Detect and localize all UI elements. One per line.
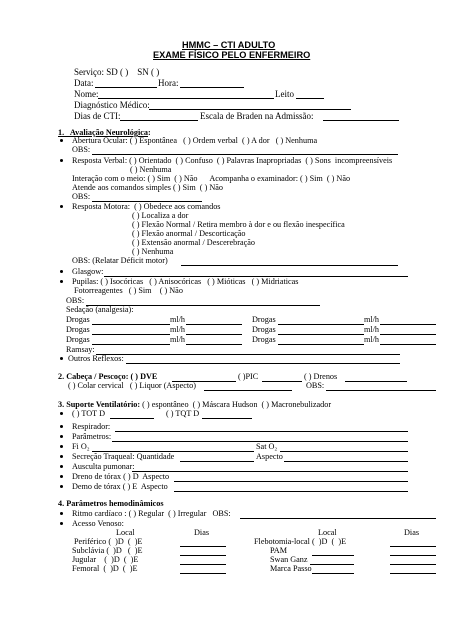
drogas-input-line[interactable] (278, 344, 364, 345)
section1-title-text: 1. Avaliação Neurológica (58, 128, 148, 137)
diagnostico-label: Diagnóstico Médico: (74, 100, 150, 110)
drogas-label: Drogas (66, 315, 90, 324)
drogas-label: Drogas (66, 325, 90, 334)
resposta-verbal[interactable]: Resposta Verbal: ( ) Orientado ( ) Confuso ( ) Palavras Inapropriadas ( ) Sons incompreensíveis (72, 156, 393, 165)
bullet-icon (60, 280, 63, 283)
drogas-input-line[interactable] (92, 324, 170, 325)
drogas-label: Drogas (66, 335, 90, 344)
swan-ganz-input-line[interactable] (310, 564, 354, 565)
secrecao-label: Secreção Traqueal: Quantidade (72, 452, 175, 461)
pupilas-obs-label: OBS: (66, 296, 85, 305)
drogas-input-line[interactable] (92, 334, 170, 335)
motora-option[interactable]: ( ) Flexão Normal / Retira membro à dor e ou flexão inespecífica (132, 220, 345, 229)
page-subtitle: EXAME FÍSICO PELO ENFERMEIRO (153, 50, 311, 60)
tot-option[interactable]: ( ) TOT D (72, 409, 105, 418)
respirador-label: Respirador: (72, 422, 111, 431)
atende-comandos[interactable]: Atende aos comandos simples ( ) Sim ( ) Não (72, 183, 223, 192)
mlh-label: ml/h (364, 315, 380, 324)
sat-input-line[interactable] (280, 451, 408, 452)
interacao-meio[interactable]: Interação com o meio: ( ) Sim ( ) Não Acompanha o examinador: ( ) Sim ( ) Não (72, 174, 351, 183)
secrecao-aspecto-label: Aspecto (256, 452, 283, 461)
drenos-option[interactable]: ( ) Drenos (304, 372, 338, 381)
bullet-icon (60, 205, 63, 208)
outros-reflexos-label: Outros Reflexos: (68, 354, 124, 363)
dreno-e-aspecto-line[interactable] (174, 491, 408, 492)
verbal-nenhuma[interactable]: ( ) Nenhuma (130, 165, 172, 174)
braden-input-line[interactable] (323, 120, 399, 121)
bullet-icon (60, 139, 63, 142)
cabeca-obs-label: OBS: (306, 381, 325, 390)
motora-option[interactable]: ( ) Flexão anormal / Descorticação (132, 229, 246, 238)
dreno-esquerdo[interactable]: Demo de tórax ( ) E Aspecto (72, 482, 168, 491)
fio2-label: Fi O₂ (72, 442, 90, 451)
pic-input-line[interactable] (262, 381, 302, 382)
servico-field[interactable]: Serviço: SD ( ) SN ( ) (74, 67, 160, 77)
acesso-left-row[interactable]: Jugular ( )D ( )E (72, 555, 139, 564)
ausculta-label: Ausculta pumonar: (72, 462, 135, 471)
leito-label: Leito (275, 89, 294, 99)
acesso-right-row: PAM (270, 546, 287, 555)
mlh-label: ml/h (170, 325, 186, 334)
acesso-right-row[interactable]: Flebotomia-local ( )D ( )E (254, 537, 347, 546)
bullet-icon (60, 485, 63, 488)
section3-title-options[interactable]: ( ) espontâneo ( ) Máscara Hudson ( ) Macronebulizador (140, 400, 332, 409)
respirador-input-line[interactable] (115, 431, 408, 432)
marca-passo-input-line[interactable] (312, 573, 354, 574)
diagnostico-input-line[interactable] (149, 109, 351, 110)
liquor-input-line[interactable] (204, 390, 292, 391)
verbal-obs-label: OBS: (72, 192, 91, 201)
dias-input-line[interactable] (180, 564, 226, 565)
dias-cti-label: Dias de CTI: (74, 111, 121, 121)
sedacao-label: Sedação (analgesia): (66, 305, 134, 314)
col-local-left: Local (116, 528, 135, 537)
secrecao-quantidade-line[interactable] (180, 461, 254, 462)
braden-label: Escala de Braden na Admissão: (200, 111, 314, 121)
pam-input-line[interactable] (312, 555, 354, 556)
mlh-label: ml/h (170, 315, 186, 324)
ritmo-cardiaco[interactable]: Ritmo cardíaco : ( ) Regular ( ) Irregular OBS: (72, 509, 231, 518)
ausculta-input-line[interactable] (132, 471, 408, 472)
acesso-left-row[interactable]: Subclávia ( )D ( )E (72, 546, 143, 555)
dias-input-line[interactable] (390, 555, 436, 556)
bullet-icon (60, 425, 63, 428)
acesso-left-row[interactable]: Periférico ( )D ( )E (74, 537, 143, 546)
mlh-input-line[interactable] (186, 324, 242, 325)
acesso-left-row[interactable]: Femoral ( )D ( )E (72, 564, 138, 573)
dias-input-line[interactable] (180, 546, 226, 547)
motora-option[interactable]: ( ) Localiza a dor (132, 211, 189, 220)
nome-input-line[interactable] (98, 98, 274, 99)
col-dias-left: Dias (194, 528, 210, 537)
section1-title-colon: : (147, 128, 151, 137)
dreno-d-aspecto-line[interactable] (174, 481, 408, 482)
dias-cti-input-line[interactable] (120, 120, 198, 121)
dreno-direito[interactable]: Dreno de tórax ( ) D Aspecto (72, 472, 170, 481)
outros-reflexos-line[interactable] (126, 363, 400, 364)
drogas-label: Drogas (252, 325, 276, 334)
drogas-input-line[interactable] (278, 324, 364, 325)
acesso-right-row: Swan Ganz (270, 555, 308, 564)
page-title: HMMC – CTI ADULTO (182, 40, 276, 50)
acesso-right-row: Marca Passo (270, 564, 312, 573)
parametros-label: Parâmetros: (72, 432, 112, 441)
dias-input-line[interactable] (180, 573, 226, 574)
mlh-input-line[interactable] (380, 344, 436, 345)
bullet-icon (60, 445, 63, 448)
hora-label: Hora: (158, 78, 179, 88)
mlh-input-line[interactable] (186, 334, 242, 335)
fotorreagentes[interactable]: Fotorreagentes ( ) Sim ( ) Não (74, 286, 183, 295)
bullet-icon (60, 357, 63, 360)
bullet-icon (60, 270, 63, 273)
hora-input-line[interactable] (180, 87, 244, 88)
bullet-icon (60, 455, 63, 458)
col-dias-right: Dias (404, 528, 420, 537)
drogas-input-line[interactable] (92, 344, 170, 345)
abertura-obs-line[interactable] (92, 154, 398, 155)
mlh-input-line[interactable] (380, 324, 436, 325)
mlh-input-line[interactable] (186, 344, 242, 345)
mlh-label: ml/h (364, 335, 380, 344)
col-local-right: Local (318, 528, 337, 537)
leito-input-line[interactable] (296, 98, 324, 99)
dias-input-line[interactable] (390, 573, 436, 574)
data-input-line[interactable] (95, 87, 157, 88)
mlh-label: ml/h (364, 325, 380, 334)
colar-liquor[interactable]: ( ) Colar cervical ( ) Liquor (Aspecto) (68, 381, 196, 390)
mlh-label: ml/h (170, 335, 186, 344)
tqt-option[interactable]: ( ) TQT D (166, 409, 200, 418)
sat-label: Sat O₂ (256, 442, 278, 451)
glasgow-label: Glasgow: (72, 267, 104, 276)
drogas-input-line[interactable] (278, 334, 364, 335)
cabeca-obs-line[interactable] (326, 390, 436, 391)
pic-option[interactable]: ( )PIC (238, 372, 259, 381)
tqt-input-line[interactable] (202, 418, 252, 419)
resposta-motora[interactable]: Resposta Motora: ( ) Obedece aos comandos (72, 202, 221, 211)
secrecao-aspecto-line[interactable] (284, 461, 408, 462)
motora-obs-label: OBS: (Relatar Déficit motor) (72, 256, 168, 265)
dias-input-line[interactable] (180, 555, 226, 556)
nome-label: Nome: (74, 89, 99, 99)
bullet-icon (60, 512, 63, 515)
pupilas[interactable]: Pupilas: ( ) Isocóricas ( ) Anisocóricas ( ) Mióticas ( ) Midriaticas (72, 277, 299, 286)
motora-option[interactable]: ( ) Nenhuma (132, 247, 174, 256)
dias-input-line[interactable] (390, 546, 436, 547)
bullet-icon (60, 435, 63, 438)
bullet-icon (60, 412, 63, 415)
ritmo-obs-line[interactable] (240, 518, 436, 519)
tot-input-line[interactable] (110, 418, 154, 419)
bullet-icon (60, 159, 63, 162)
bullet-icon (60, 475, 63, 478)
bullet-icon (60, 522, 63, 525)
mlh-input-line[interactable] (380, 334, 436, 335)
motora-option[interactable]: ( ) Extensão anormal / Descerebração (132, 238, 255, 247)
section4-title: 4. Parâmetros hemodinâmicos (58, 499, 164, 508)
abertura-ocular[interactable]: Abertura Ocular: ( ) Espontânea ( ) Ordem verbal ( ) A dor ( ) Nenhuma (72, 136, 318, 145)
drenos-input-line[interactable] (345, 381, 407, 382)
bullet-icon (60, 465, 63, 468)
data-label: Data: (74, 78, 94, 88)
dias-input-line[interactable] (390, 564, 436, 565)
acesso-venoso-label: Acesso Venoso: (72, 519, 124, 528)
section3-title-text: 3. Suporte Ventilatório: (58, 400, 141, 409)
motora-obs-line[interactable] (181, 265, 398, 266)
ramsay-label: Ramsay: (66, 345, 95, 354)
abertura-obs-label: OBS: (72, 145, 91, 154)
drogas-label: Drogas (252, 315, 276, 324)
section2-title[interactable]: 2. Cabeça / Pescoço: ( ) DVE (58, 372, 158, 381)
drogas-label: Drogas (252, 335, 276, 344)
ramsay-input-line[interactable] (96, 354, 400, 355)
